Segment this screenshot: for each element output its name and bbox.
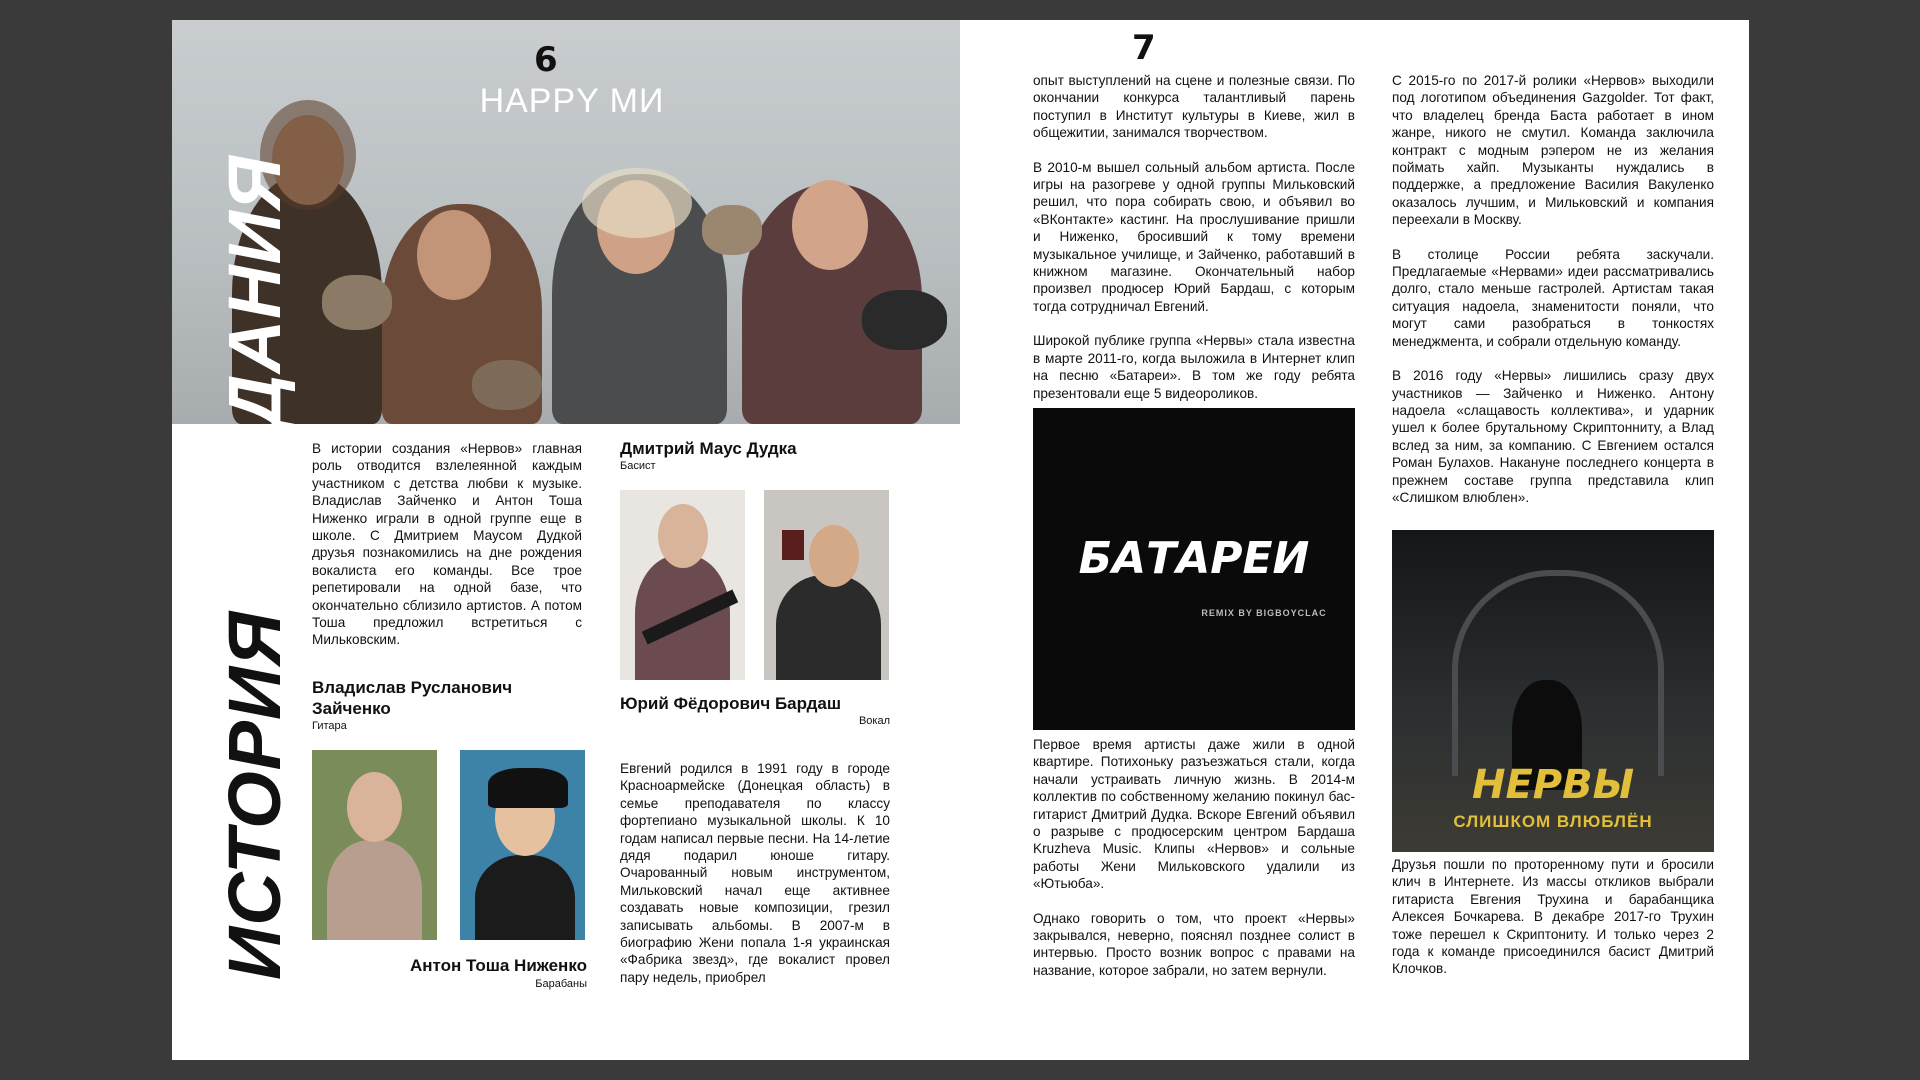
paragraph: опыт выступлений на сцене и полезные связи. По окончании конкурса талантливый парень поступил в Институт культуры в Киеве, жил в общежитии, занимался творчеством. <box>1033 73 1355 141</box>
column-1-bottom <box>1033 736 1355 996</box>
right-page <box>960 20 1749 1060</box>
cat <box>322 275 392 330</box>
article-subtitle: HAPPY МИ <box>479 82 665 120</box>
cat <box>862 290 947 350</box>
album-subtitle: REMIX BY BIGBOYCLAC <box>1201 608 1327 618</box>
member-name: Юрий Фёдорович Бардаш <box>620 694 841 713</box>
column-2-top <box>1392 72 1714 523</box>
intro-text: В истории создания «Нервов» главная роль отводится взлелеянной каждым участником с детства любви к музыке. Владислав Зайченко и Антон Тоша Ниженко играли в одной группе еще в школе. С Дмитрием Маусом Дудкой друзья познакомились на дне рождения вокалиста его команды. Все трое репетировали на одной базе, что окончательно сблизило артистов. А потом Тоша предложил встретиться с Мильковским. <box>312 441 582 648</box>
bio-text: Евгений родился в 1991 году в городе Красноармейске (Донецкая область) в семье преподавателя по классу фортепиано музыкальной школы. К 10 годам написал первые песни. На 14-летие дядя подарил юноше гитару. Очарованный новым инструментом, Мильковский начал еще активнее создавать новые композиции, грезил записывать альбомы. В 2007-м в биографию Жени попала 1-я украинская «Фабрика звезд», где вокалист провел пару недель, приобрел <box>620 761 890 985</box>
member-photo <box>312 750 437 940</box>
album-subtitle: СЛИШКОМ ВЛЮБЛЁН <box>1453 812 1653 831</box>
batarei-cover <box>1033 408 1355 730</box>
member-photo <box>764 490 889 680</box>
paragraph: В столице России ребята заскучали. Предлагаемые «Нервами» идеи рассматривались долго, стало меньше гастролей. Артистам такая ситуация надоела, знаменитости поняли, что могут сами разобраться в тонкостях менеджмента, и собрали отдельную команду. <box>1392 246 1714 349</box>
nervy-cover <box>1392 530 1714 852</box>
member-name: Дмитрий Маус Дудка <box>620 439 797 458</box>
magazine-spread <box>172 20 1749 1060</box>
member-role: Басист <box>620 460 656 472</box>
page-number: 6 <box>534 40 558 80</box>
album-title: БАТАРЕИ <box>1078 533 1310 584</box>
album-title: НЕРВЫ <box>1471 762 1635 808</box>
left-page <box>172 20 960 1060</box>
article-title-part-1: ИСТОРИЯ <box>213 610 296 980</box>
article-title <box>212 155 297 980</box>
paragraph: Однако говорить о том, что проект «Нервы» закрывался, неверно, пояснял позднее солист в интервью. Просто возник вопрос с правами на название, которое забрали, но затем вернули. <box>1033 910 1355 978</box>
band-member-head <box>417 210 491 300</box>
member-role: Гитара <box>312 720 347 732</box>
paragraph: Друзья пошли по проторенному пути и бросили клич в Интернете. Из массы откликов выбрали гитариста Евгения Трухина и барабанщика Алексея Бочкарева. В декабре 2017-го Трухин тоже перешел к Скриптониту. И только через 2 года к команде присоединился басист Дмитрий Клочков. <box>1392 857 1714 977</box>
paragraph: С 2015-го по 2017-й ролики «Нервов» выходили под логотипом объединения Gazgolder. Тот факт, что владелец бренда Баста работает в ином жанре, никого не смутил. Команда заключила контракт с модным рэпером не из желания поймать хайп. Музыканты нуждались в поддержке, а предложение Василия Вакуленко оказалось лучшим, и Мильковский и компания переехали в Москву. <box>1392 73 1714 228</box>
band-member-hair <box>582 168 692 238</box>
page-number: 7 <box>1132 28 1156 68</box>
paragraph: В 2010-м вышел сольный альбом артиста. После игры на разогреве у одной группы Мильковский решил, что пора собирать свою, и объявил во «ВКонтакте» кастинг. На прослушивание пришли и Ниженко, бросивший к тому времени музыкальное училище, и Зайченко, работавший в книжном магазине. Окончательный набор произвел продюсер Юрий Бардаш, с которым тогда сотрудничал Евгений. <box>1033 159 1355 314</box>
paragraph: Широкой публике группа «Нервы» стала известна в марте 2011-го, когда выложила в Интернет клип на песню «Батареи». В том же году ребята презентовали еще 5 видеороликов. <box>1033 333 1355 401</box>
member-photo <box>620 490 745 680</box>
member-name: Владислав Русланович Зайченко <box>312 678 513 718</box>
member-name: Антон Тоша Ниженко <box>409 956 587 975</box>
cat <box>472 360 542 410</box>
band-member-head <box>792 180 868 270</box>
paragraph: В 2016 году «Нервы» лишились сразу двух участников — Зайченко и Ниженко. Антону надоела «слащавость коллектива», и ударник ушел к более брутальному Скриптонниту, а Влад вслед за ним, за компанию. С Евгением остался Роман Булахов. Накануне последнего концерта в прежнем составе группа представила клип «Слишком влюблен». <box>1392 368 1714 505</box>
member-role: Барабаны <box>535 978 587 990</box>
member-role: Вокал <box>858 715 890 727</box>
column-1-top <box>1033 72 1355 419</box>
paragraph: Первое время артисты даже жили в одной квартире. Потихоньку разъезжаться стали, когда начали устраивать личную жизнь. В 2014-м коллектив по собственному желанию покинул бас-гитарист Дмитрий Дудка. Вскоре Евгений объявил о разрыве с продюсерским центром Бардаша Kruzheva Music. Клипы «Нервов» и сольные работы Жени Мильковского удалили из «Ютьюба». <box>1033 737 1355 892</box>
cat <box>702 205 762 255</box>
member-photo <box>460 750 585 940</box>
column-2-bottom <box>1392 856 1714 995</box>
article-title-part-2: СОЗДАНИЯ <box>213 155 296 611</box>
